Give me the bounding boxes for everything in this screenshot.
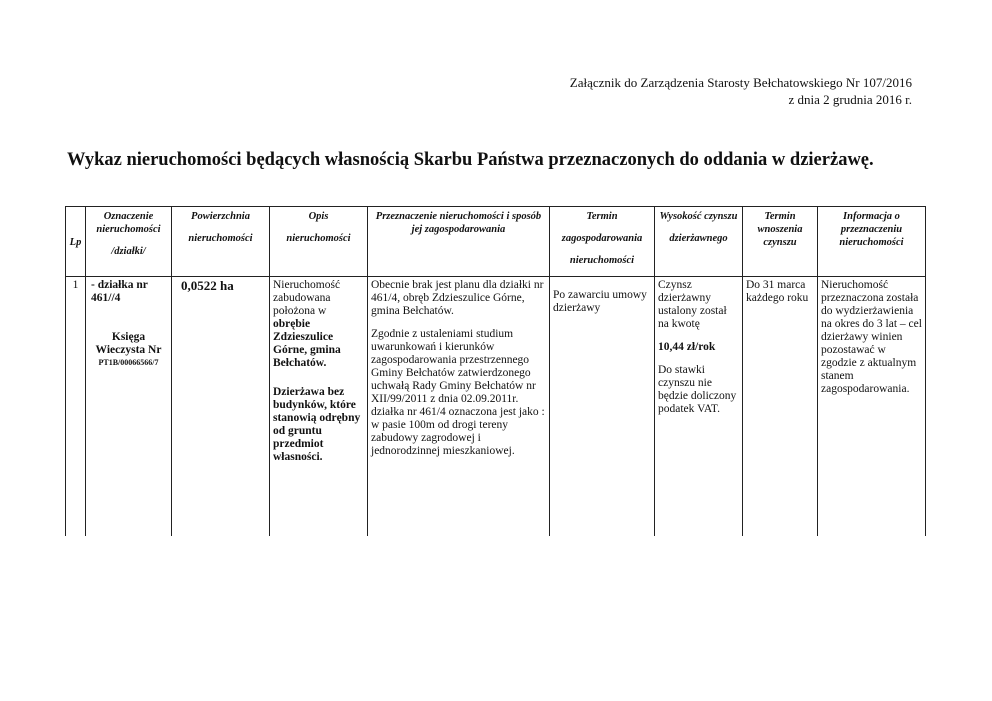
header-date-line: z dnia 2 grudnia 2016 r. bbox=[788, 92, 912, 107]
description-lease-note: Dzierżawa bez budynków, które stanowią odrębny od gruntu przedmiot własności. bbox=[273, 386, 361, 463]
cell-dzialka bbox=[86, 277, 172, 537]
development-term: Po zawarciu umowy dzierżawy bbox=[553, 289, 647, 314]
land-register-number: PT1B/00066566/7 bbox=[98, 358, 159, 367]
rent-description: Czynsz dzierżawny ustalony został na kwotę bbox=[658, 279, 727, 330]
col-header-powierzchnia: Powierzchnia nieruchomości bbox=[172, 207, 270, 277]
area-value: 0,0522 ha bbox=[181, 278, 234, 293]
cell-powierzchnia bbox=[172, 277, 270, 537]
cell-termin-zagospodarowania bbox=[550, 277, 655, 537]
purpose-plan: Obecnie brak jest planu dla działki nr 461/4, obręb Zdzieszulice Górne, gmina Bełchatów. bbox=[371, 279, 544, 317]
cell-opis bbox=[270, 277, 368, 537]
property-table bbox=[65, 206, 926, 536]
land-register-label: Księga Wieczysta Nr bbox=[95, 331, 162, 356]
cell-lp: 1 bbox=[66, 277, 86, 537]
header-attachment-line: Załącznik do Zarządzenia Starosty Bełchatowskiego Nr 107/2016 bbox=[569, 75, 912, 90]
purpose-information: Nieruchomość przeznaczona została do wydzierżawienia na okres do 3 lat – cel dzierżawy winien pozostawać w zgodzie z aktualnym stanem zagospodarowania. bbox=[821, 279, 922, 395]
parcel-number: - działka nr 461//4 bbox=[91, 279, 148, 304]
col-header-opis: Opis nieruchomości bbox=[270, 207, 368, 277]
col-header-termin-zagospodarowania: Termin zagospodarowania nieruchomości bbox=[550, 207, 655, 277]
col-header-przeznaczenie: Przeznaczenie nieruchomości i sposób jej zagospodarowania bbox=[368, 207, 550, 277]
document-title: Wykaz nieruchomości będących własnością Skarbu Państwa przeznaczonych do oddania w dzierżawę. bbox=[67, 150, 874, 170]
cell-wysokosc-czynszu bbox=[655, 277, 743, 537]
cell-przeznaczenie bbox=[368, 277, 550, 537]
description-location: Nieruchomość zabudowana położona w obrębie Zdzieszulice Górne, gmina Bełchatów. bbox=[273, 279, 341, 369]
col-header-termin-wnoszenia: Termin wnoszenia czynszu bbox=[743, 207, 818, 277]
purpose-study: Zgodnie z ustaleniami studium uwarunkowań i kierunków zagospodarowania przestrzennego Gminy Bełchatów zatwierdzonego uchwałą Rady Gminy Bełchatów nr XII/99/2011 z dnia 02.09.2011r. działka nr 461/4 oznaczona jest jako : w pasie 100m od drogi tereny zabudowy zagrodowej i jednorodzinnej mieszkaniowej. bbox=[371, 328, 545, 457]
cell-informacja bbox=[818, 277, 926, 537]
payment-deadline: Do 31 marca każdego roku bbox=[746, 279, 809, 304]
rent-vat-note: Do stawki czynszu nie będzie doliczony podatek VAT. bbox=[658, 364, 737, 415]
document-header bbox=[570, 74, 912, 108]
col-header-oznaczenie: Oznaczenie nieruchomości /działki/ bbox=[86, 207, 172, 277]
col-header-lp: Lp bbox=[66, 207, 86, 277]
rent-amount: 10,44 zł/rok bbox=[658, 341, 716, 353]
col-header-wysokosc-czynszu: Wysokość czynszu dzierżawnego bbox=[655, 207, 743, 277]
col-header-informacja: Informacja o przeznaczeniu nieruchomości bbox=[818, 207, 926, 277]
cell-termin-wnoszenia bbox=[743, 277, 818, 537]
table-row bbox=[66, 277, 926, 537]
table-header-row bbox=[66, 207, 926, 277]
